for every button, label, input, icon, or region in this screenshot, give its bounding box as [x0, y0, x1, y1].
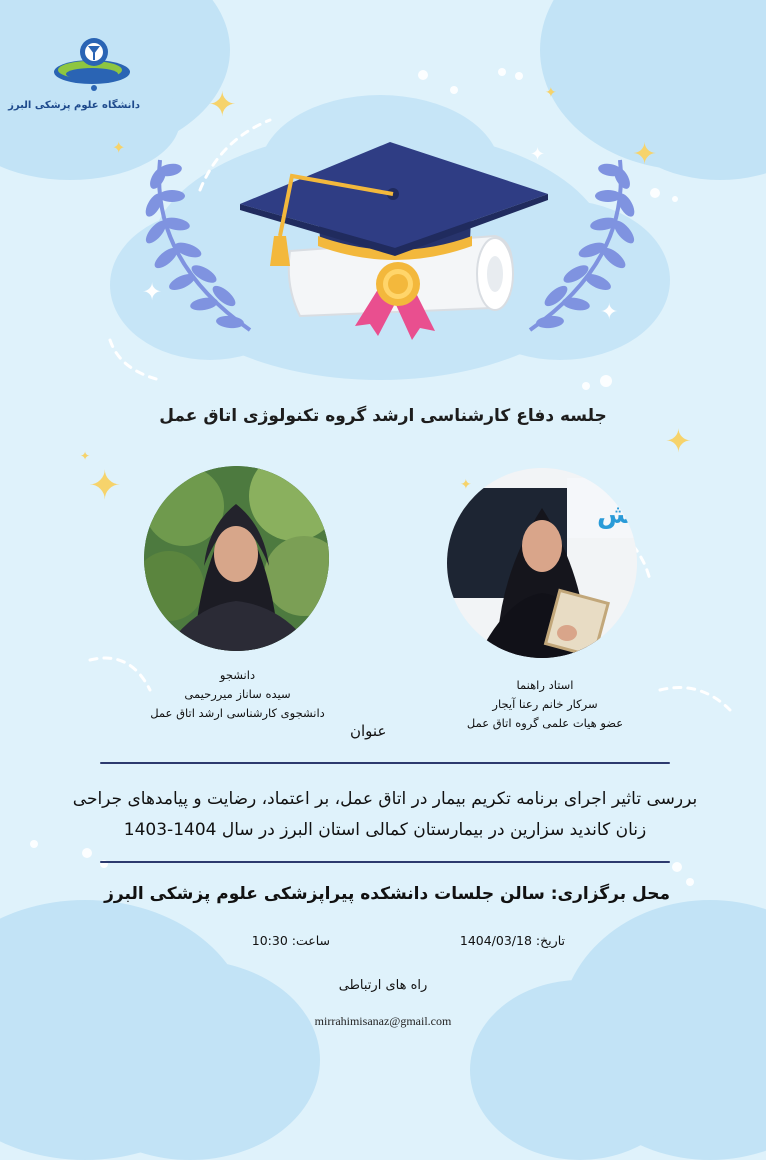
- advisor-description: عضو هیات علمی گروه اتاق عمل: [466, 716, 624, 730]
- divider-bottom: [100, 861, 670, 863]
- student-name: سیده ساناز میررحیمی: [184, 687, 291, 701]
- sparkle-icon: ✦: [142, 278, 163, 306]
- venue: محل برگزاری: سالن جلسات دانشکده پیراپزشکی علوم پزشکی البرز: [104, 884, 670, 904]
- graduation-cap-diploma-icon: [230, 136, 550, 346]
- sparkle-icon: ✦: [665, 422, 692, 460]
- thesis-title-line1: بررسی تاثیر اجرای برنامه تکریم بیمار در اتاق عمل، بر اعتماد، رضایت و پیامدهای جراحی: [72, 789, 698, 809]
- advisor-info: [455, 676, 635, 733]
- sparkle-icon: ✦: [545, 85, 557, 101]
- student-photo: [144, 466, 329, 651]
- contact-label: راه های ارتباطی: [338, 978, 428, 993]
- date-label: تاریخ:: [535, 933, 565, 948]
- sparkle-icon: ✦: [460, 477, 472, 493]
- advisor-photo: [447, 468, 637, 658]
- student-role: دانشجو: [219, 668, 256, 682]
- sparkle-icon: ✦: [632, 137, 658, 172]
- sparkle-icon: ✦: [208, 85, 237, 125]
- email-link[interactable]: mirrahimisanaz@gmail.com: [314, 1014, 452, 1028]
- advisor-role: استاد راهنما: [516, 678, 574, 692]
- date-value: 1404/03/18: [459, 933, 532, 948]
- sparkle-icon: ✦: [600, 300, 619, 325]
- date: [455, 933, 565, 948]
- sparkle-icon: ✦: [80, 449, 91, 463]
- sparkle-icon: ✦: [88, 463, 122, 509]
- event-title: جلسه دفاع کارشناسی ارشد گروه تکنولوژی اتاق عمل: [159, 406, 607, 426]
- university-logo-emblem: [48, 34, 140, 94]
- sparkle-icon: ✦: [112, 138, 126, 157]
- thesis-title-line2: زنان کاندید سزارین در بیمارستان کمالی استان البرز در سال 1404-1403: [123, 820, 647, 840]
- divider-top: [100, 762, 670, 764]
- thesis-title: [40, 784, 730, 846]
- student-info: [150, 666, 325, 723]
- time: [250, 933, 330, 948]
- university-logo-text: دانشگاه علوم پزشکی البرز: [8, 100, 140, 111]
- subject-label: عنوان: [350, 722, 387, 740]
- svg-text:ش: ش: [597, 500, 633, 530]
- advisor-name: سرکار خانم رعنا آیجار: [492, 697, 598, 711]
- student-description: دانشجوی کارشناسی ارشد اتاق عمل: [150, 706, 325, 720]
- university-logo: [8, 34, 140, 126]
- time-value: 10:30: [251, 933, 288, 948]
- time-label: ساعت:: [291, 933, 330, 948]
- sparkle-icon: ✦: [530, 144, 546, 165]
